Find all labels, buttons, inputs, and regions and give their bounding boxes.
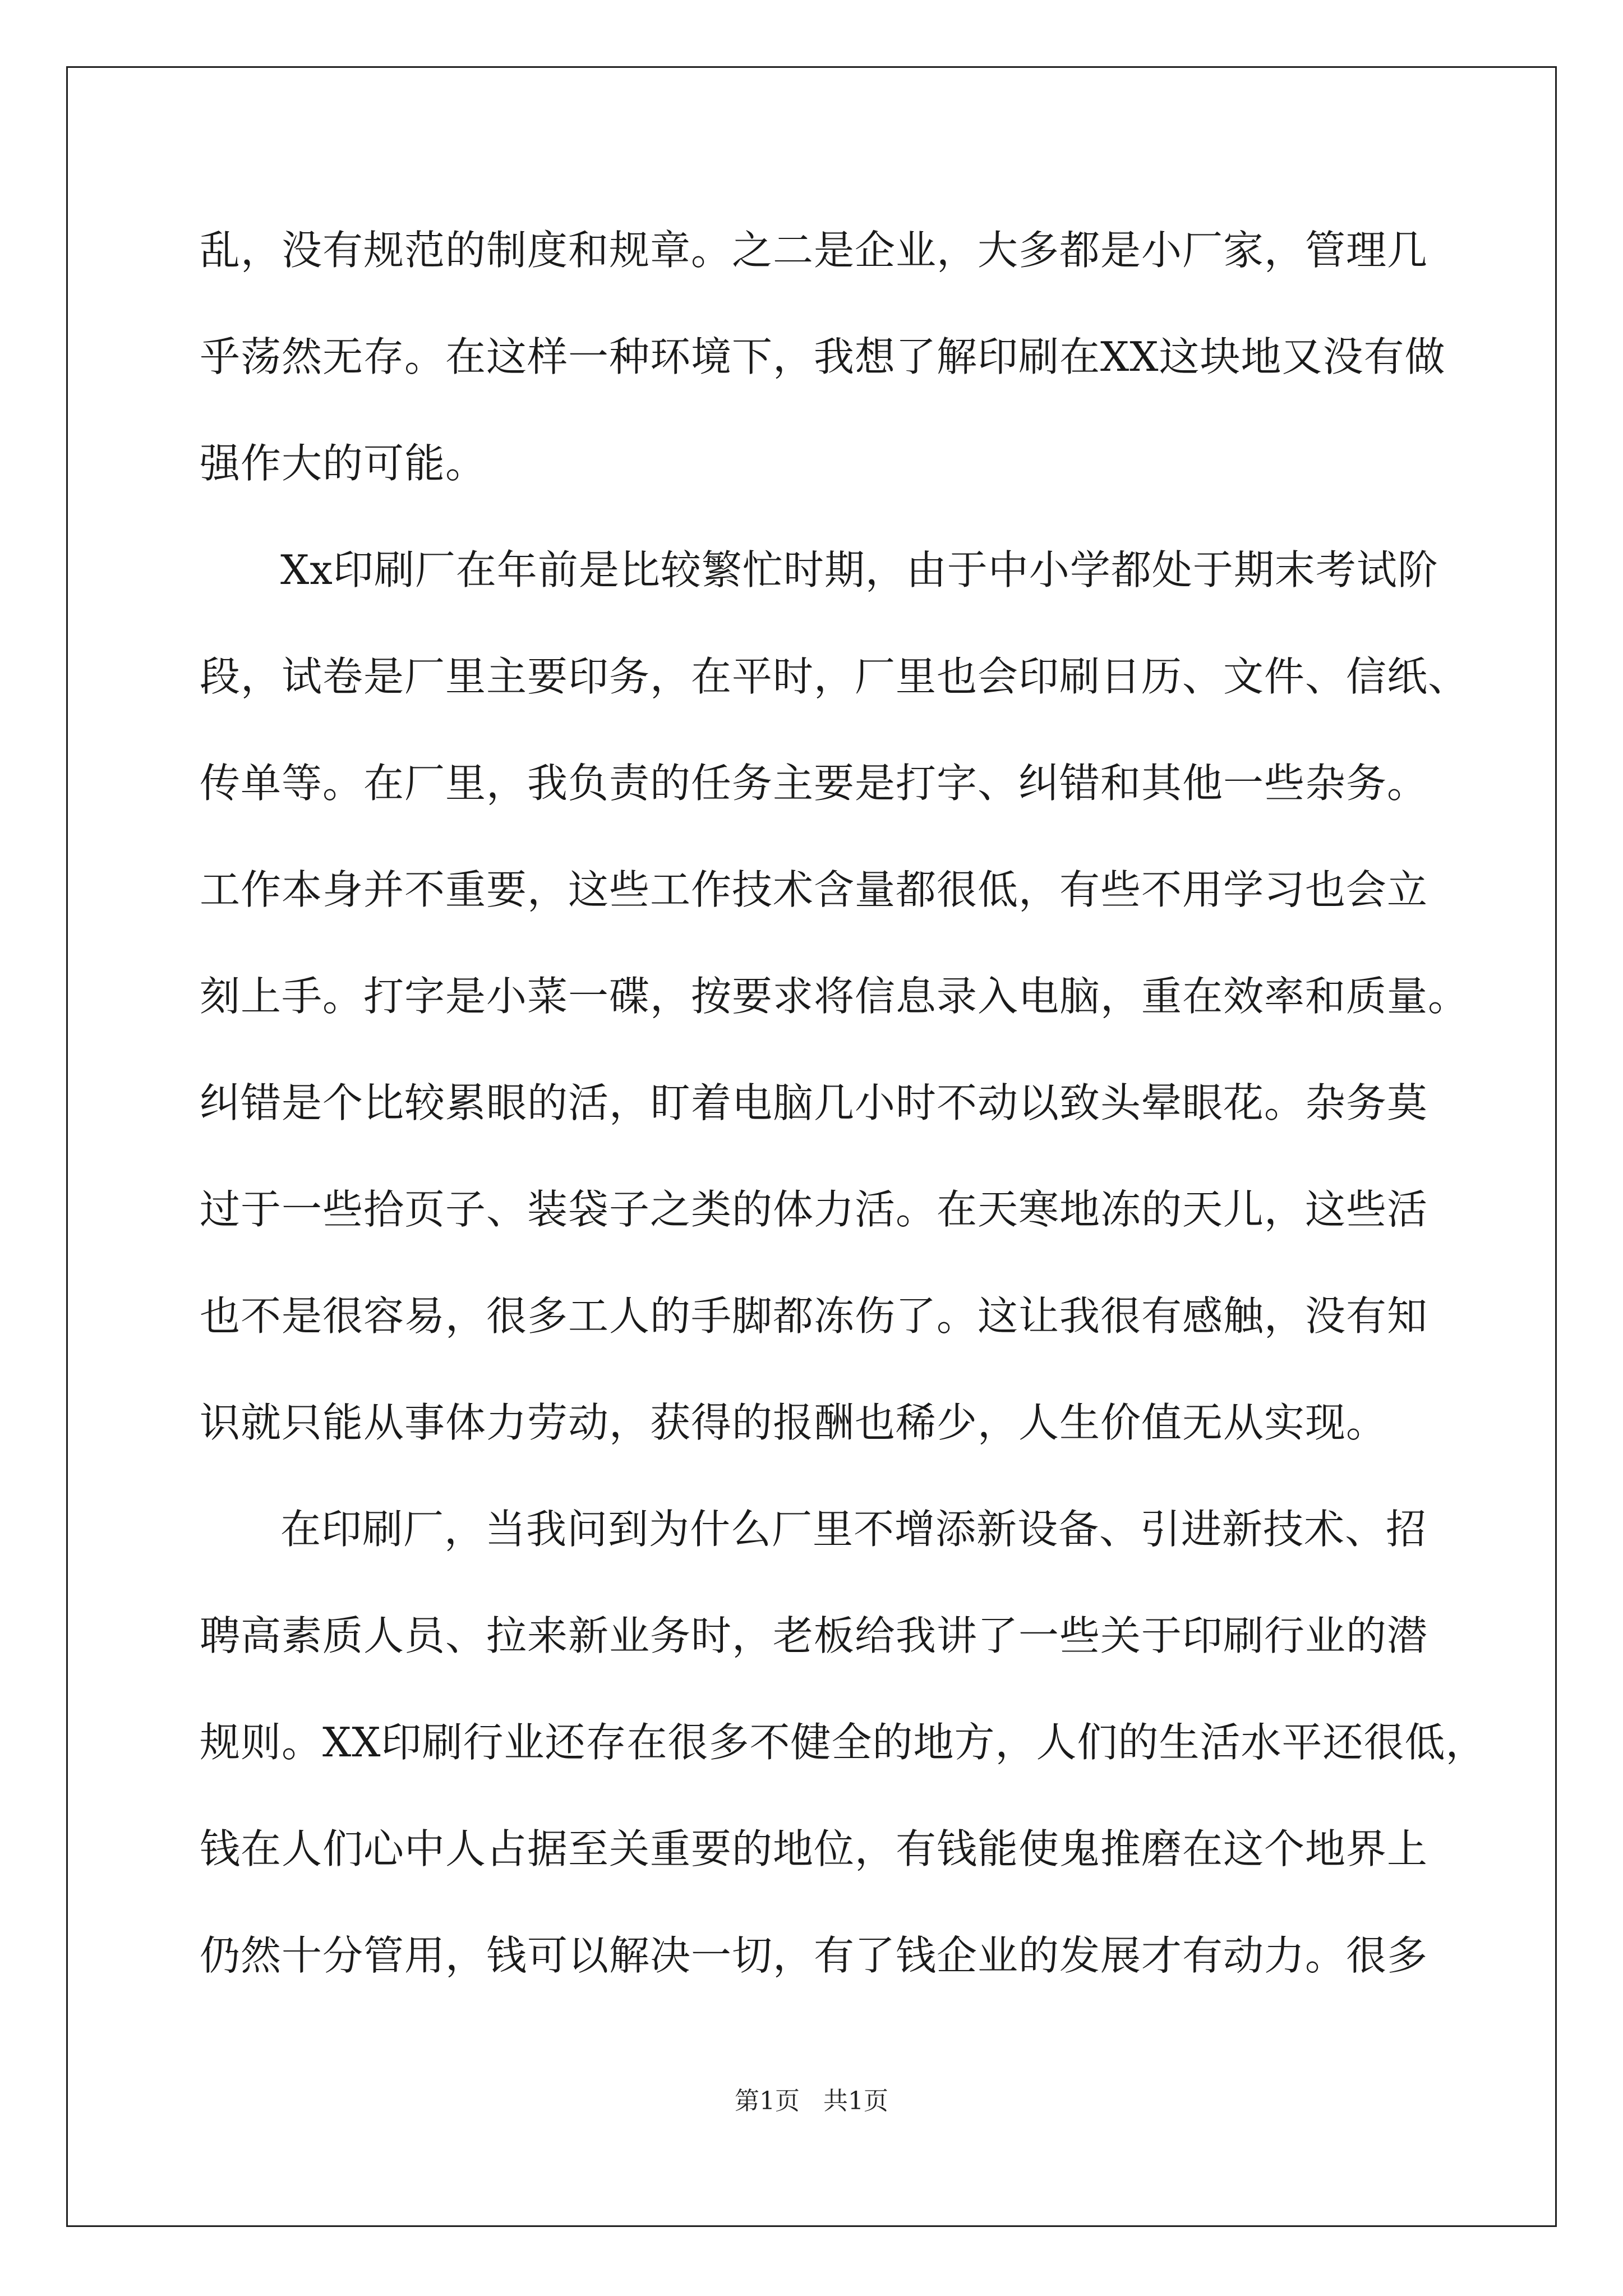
text-line: 也不是很容易，很多工人的手脚都冻伤了。这让我很有感触，没有知 — [200, 1292, 1428, 1340]
text-line: 聘高素质人员、拉来新业务时，老板给我讲了一些关于印刷行业的潜 — [200, 1612, 1428, 1659]
text-line: 工作本身并不重要，这些工作技术含量都很低，有些不用学习也会立 — [200, 866, 1428, 913]
text-line: 钱在人们心中人占据至关重要的地位，有钱能使鬼推磨在这个地界上 — [200, 1825, 1428, 1872]
text-line: 强作大的可能。 — [200, 440, 487, 487]
text-line: 仍然十分管用，钱可以解决一切，有了钱企业的发展才有动力。很多 — [200, 1932, 1428, 1979]
text-line: 在印刷厂，当我问到为什么厂里不增添新设备、引进新技术、招 — [280, 1506, 1427, 1553]
page-number-footer: 第1页 共1页 — [735, 2087, 888, 2115]
paragraph-1 — [200, 222, 1446, 542]
text-line: Xx印刷厂在年前是比较繁忙时期，由于中小学都处于期末考试阶 — [280, 546, 1438, 593]
text-line: 纠错是个比较累眼的活，盯着电脑几小时不动以致头晕眼花。杂务莫 — [200, 1079, 1428, 1126]
text-line: 规则。XX印刷行业还存在很多不健全的地方，人们的生活水平还很低， — [200, 1719, 1487, 1766]
paragraph-2 — [200, 542, 1469, 1501]
text-line: 乎荡然无存。在这样一种环境下，我想了解印刷在XX这块地又没有做 — [200, 333, 1446, 380]
text-line: 乱，没有规范的制度和规章。之二是企业，大多都是小厂家，管理几 — [200, 227, 1428, 274]
text-line: 段，试卷是厂里主要印务，在平时，厂里也会印刷日历、文件、信纸、 — [200, 653, 1469, 700]
text-line: 刻上手。打字是小菜一碟，按要求将信息录入电脑，重在效率和质量。 — [200, 973, 1469, 1020]
text-line: 识就只能从事体力劳动，获得的报酬也稀少，人生价值无从实现。 — [200, 1399, 1387, 1446]
text-line: 过于一些拾页子、装袋子之类的体力活。在天寒地冻的天儿，这些活 — [200, 1186, 1428, 1233]
document-body — [200, 222, 1487, 2034]
text-line: 传单等。在厂里，我负责的任务主要是打字、纠错和其他一些杂务。 — [200, 760, 1428, 807]
paragraph-3 — [200, 1501, 1487, 2034]
